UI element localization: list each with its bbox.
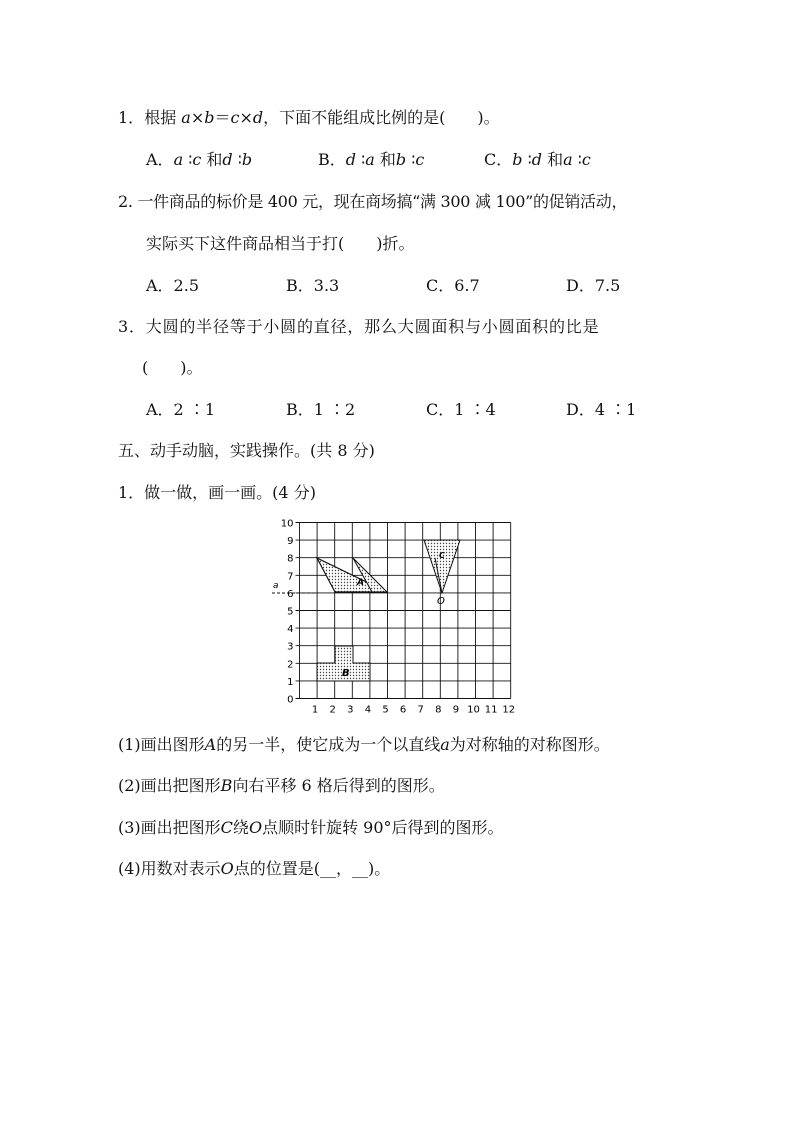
question-text: ，下面不能组成比例的是( )。	[263, 108, 500, 127]
x-tick-label: 5	[382, 704, 389, 716]
q2-option-c[interactable]: C．6.7	[426, 276, 480, 295]
sub-text: 点顺时针旋转 90°后得到的图形。	[262, 818, 504, 837]
grid-figure	[262, 512, 532, 722]
x-tick-label: 6	[399, 704, 407, 716]
option-part: 和	[201, 150, 223, 169]
option-part: ∶	[572, 150, 582, 169]
x-axis-labels	[312, 705, 515, 716]
y-tick-label: 8	[287, 553, 294, 565]
y-tick-label: 10	[280, 518, 294, 530]
y-tick-label: 4	[287, 624, 294, 636]
sub-var: a	[440, 735, 450, 754]
y-tick-label: 2	[287, 659, 294, 671]
sub-text: 绕	[232, 818, 249, 837]
q2-option-a[interactable]: A．2.5	[146, 276, 200, 295]
option-part: c	[192, 150, 202, 169]
q1-option-a[interactable]	[146, 150, 252, 170]
q3-option-c[interactable]: C．1 ∶4	[426, 400, 496, 419]
option-part: ∶	[406, 150, 416, 169]
sub-question-1	[118, 735, 610, 755]
sub-text: 的另一半，使它成为一个以直线	[216, 735, 441, 754]
y-axis-labels	[281, 519, 294, 706]
shape-b-label: B	[342, 668, 350, 679]
q3-option-a[interactable]: A．2 ∶1	[146, 400, 216, 419]
question-1	[118, 108, 500, 128]
y-tick-label: 9	[287, 536, 294, 548]
section-title: 五、动手动脑，实践操作。(共 8 分)	[118, 441, 375, 460]
shape-c	[424, 540, 460, 593]
sub-text: (3)画出把图形	[118, 818, 221, 837]
q1-option-b[interactable]	[318, 150, 424, 170]
x-tick-label: 7	[417, 704, 424, 716]
option-part: ∶	[522, 150, 532, 169]
option-part: d	[345, 150, 357, 169]
formula-part: ＝	[214, 108, 231, 127]
x-tick-label: 9	[452, 704, 460, 716]
formula-part: b	[204, 108, 215, 127]
x-tick-label: 2	[329, 704, 336, 716]
x-tick-label: 3	[347, 704, 354, 716]
sub-text: (2)画出把图形	[118, 776, 221, 795]
axis-a-label: a	[273, 581, 279, 591]
option-part: d	[531, 150, 542, 169]
option-part: d	[222, 150, 233, 169]
sub-text: 为对称轴的对称图形。	[449, 735, 610, 754]
option-part: b	[241, 150, 253, 169]
y-tick-label: 3	[287, 641, 294, 653]
sub-var: O	[220, 859, 234, 878]
formula-part: ×	[190, 108, 205, 127]
y-tick-label: 5	[287, 606, 294, 618]
formula-part: ×	[239, 108, 253, 127]
x-tick-label: 11	[484, 704, 498, 716]
option-part: ∶	[183, 150, 193, 169]
option-part: 和	[374, 150, 396, 169]
sub-question-3	[118, 818, 504, 838]
question-2-line-1: 2. 一件商品的标价是 400 元，现在商场搞“满 300 减 100”的促销活动，	[118, 192, 628, 211]
option-part: a	[173, 150, 184, 169]
option-part: 和	[542, 150, 564, 169]
question-2-line-2: 实际买下这件商品相当于打( )折。	[146, 234, 415, 253]
option-part: b	[395, 150, 407, 169]
sub-question-2	[118, 776, 445, 796]
x-tick-label: 10	[467, 704, 480, 716]
sub-text: 点的位置是(__，__)。	[233, 859, 391, 878]
sub-text: 向右平移 6 格后得到的图形。	[232, 776, 445, 795]
y-tick-label: 1	[287, 676, 294, 688]
option-part: ∶	[356, 150, 366, 169]
shape-c-label: C	[439, 551, 445, 560]
option-label: B．	[318, 150, 346, 169]
x-tick-label: 8	[435, 704, 442, 716]
y-tick-label: 0	[287, 694, 294, 706]
sub-var: B	[220, 776, 233, 795]
problem-1-title: 1．做一做，画一画。(4 分)	[118, 483, 316, 502]
option-part: a	[365, 150, 375, 169]
x-tick-label: 12	[502, 704, 516, 716]
formula-part: c	[230, 108, 240, 127]
sub-var: C	[220, 818, 233, 837]
formula-part: a	[181, 108, 191, 127]
q2-option-d[interactable]: D．7.5	[566, 276, 621, 295]
question-text: 根据	[144, 108, 182, 127]
question-3-line-2: ( )。	[142, 358, 203, 377]
sub-var: O	[248, 818, 263, 837]
point-o-label: O	[437, 596, 445, 607]
shape-a-label: A	[357, 578, 364, 588]
formula-part: d	[252, 108, 264, 127]
option-part: ∶	[232, 150, 242, 169]
sub-var: A	[204, 735, 217, 754]
q2-option-b[interactable]: B．3.3	[286, 276, 340, 295]
sub-text: (4)用数对表示	[118, 859, 221, 878]
option-part: a	[563, 150, 573, 169]
y-tick-label: 6	[287, 588, 294, 600]
question-3-line-1: 3．大圆的半径等于小圆的直径，那么大圆面积与小圆面积的比是	[118, 317, 600, 336]
option-label: C．	[484, 150, 513, 169]
q3-option-b[interactable]: B．1 ∶2	[286, 400, 356, 419]
question-number: 1．	[118, 108, 145, 127]
option-label: A．	[146, 150, 174, 169]
y-tick-label: 7	[287, 571, 294, 583]
sub-question-4	[118, 859, 390, 879]
x-tick-label: 4	[364, 704, 372, 716]
option-part: c	[581, 150, 591, 169]
q1-option-c[interactable]	[484, 150, 591, 170]
option-part: c	[415, 150, 425, 169]
x-tick-label: 1	[311, 704, 319, 716]
sub-text: (1)画出图形	[118, 735, 205, 754]
q3-option-d[interactable]: D．4 ∶1	[566, 400, 637, 419]
option-part: b	[512, 150, 523, 169]
